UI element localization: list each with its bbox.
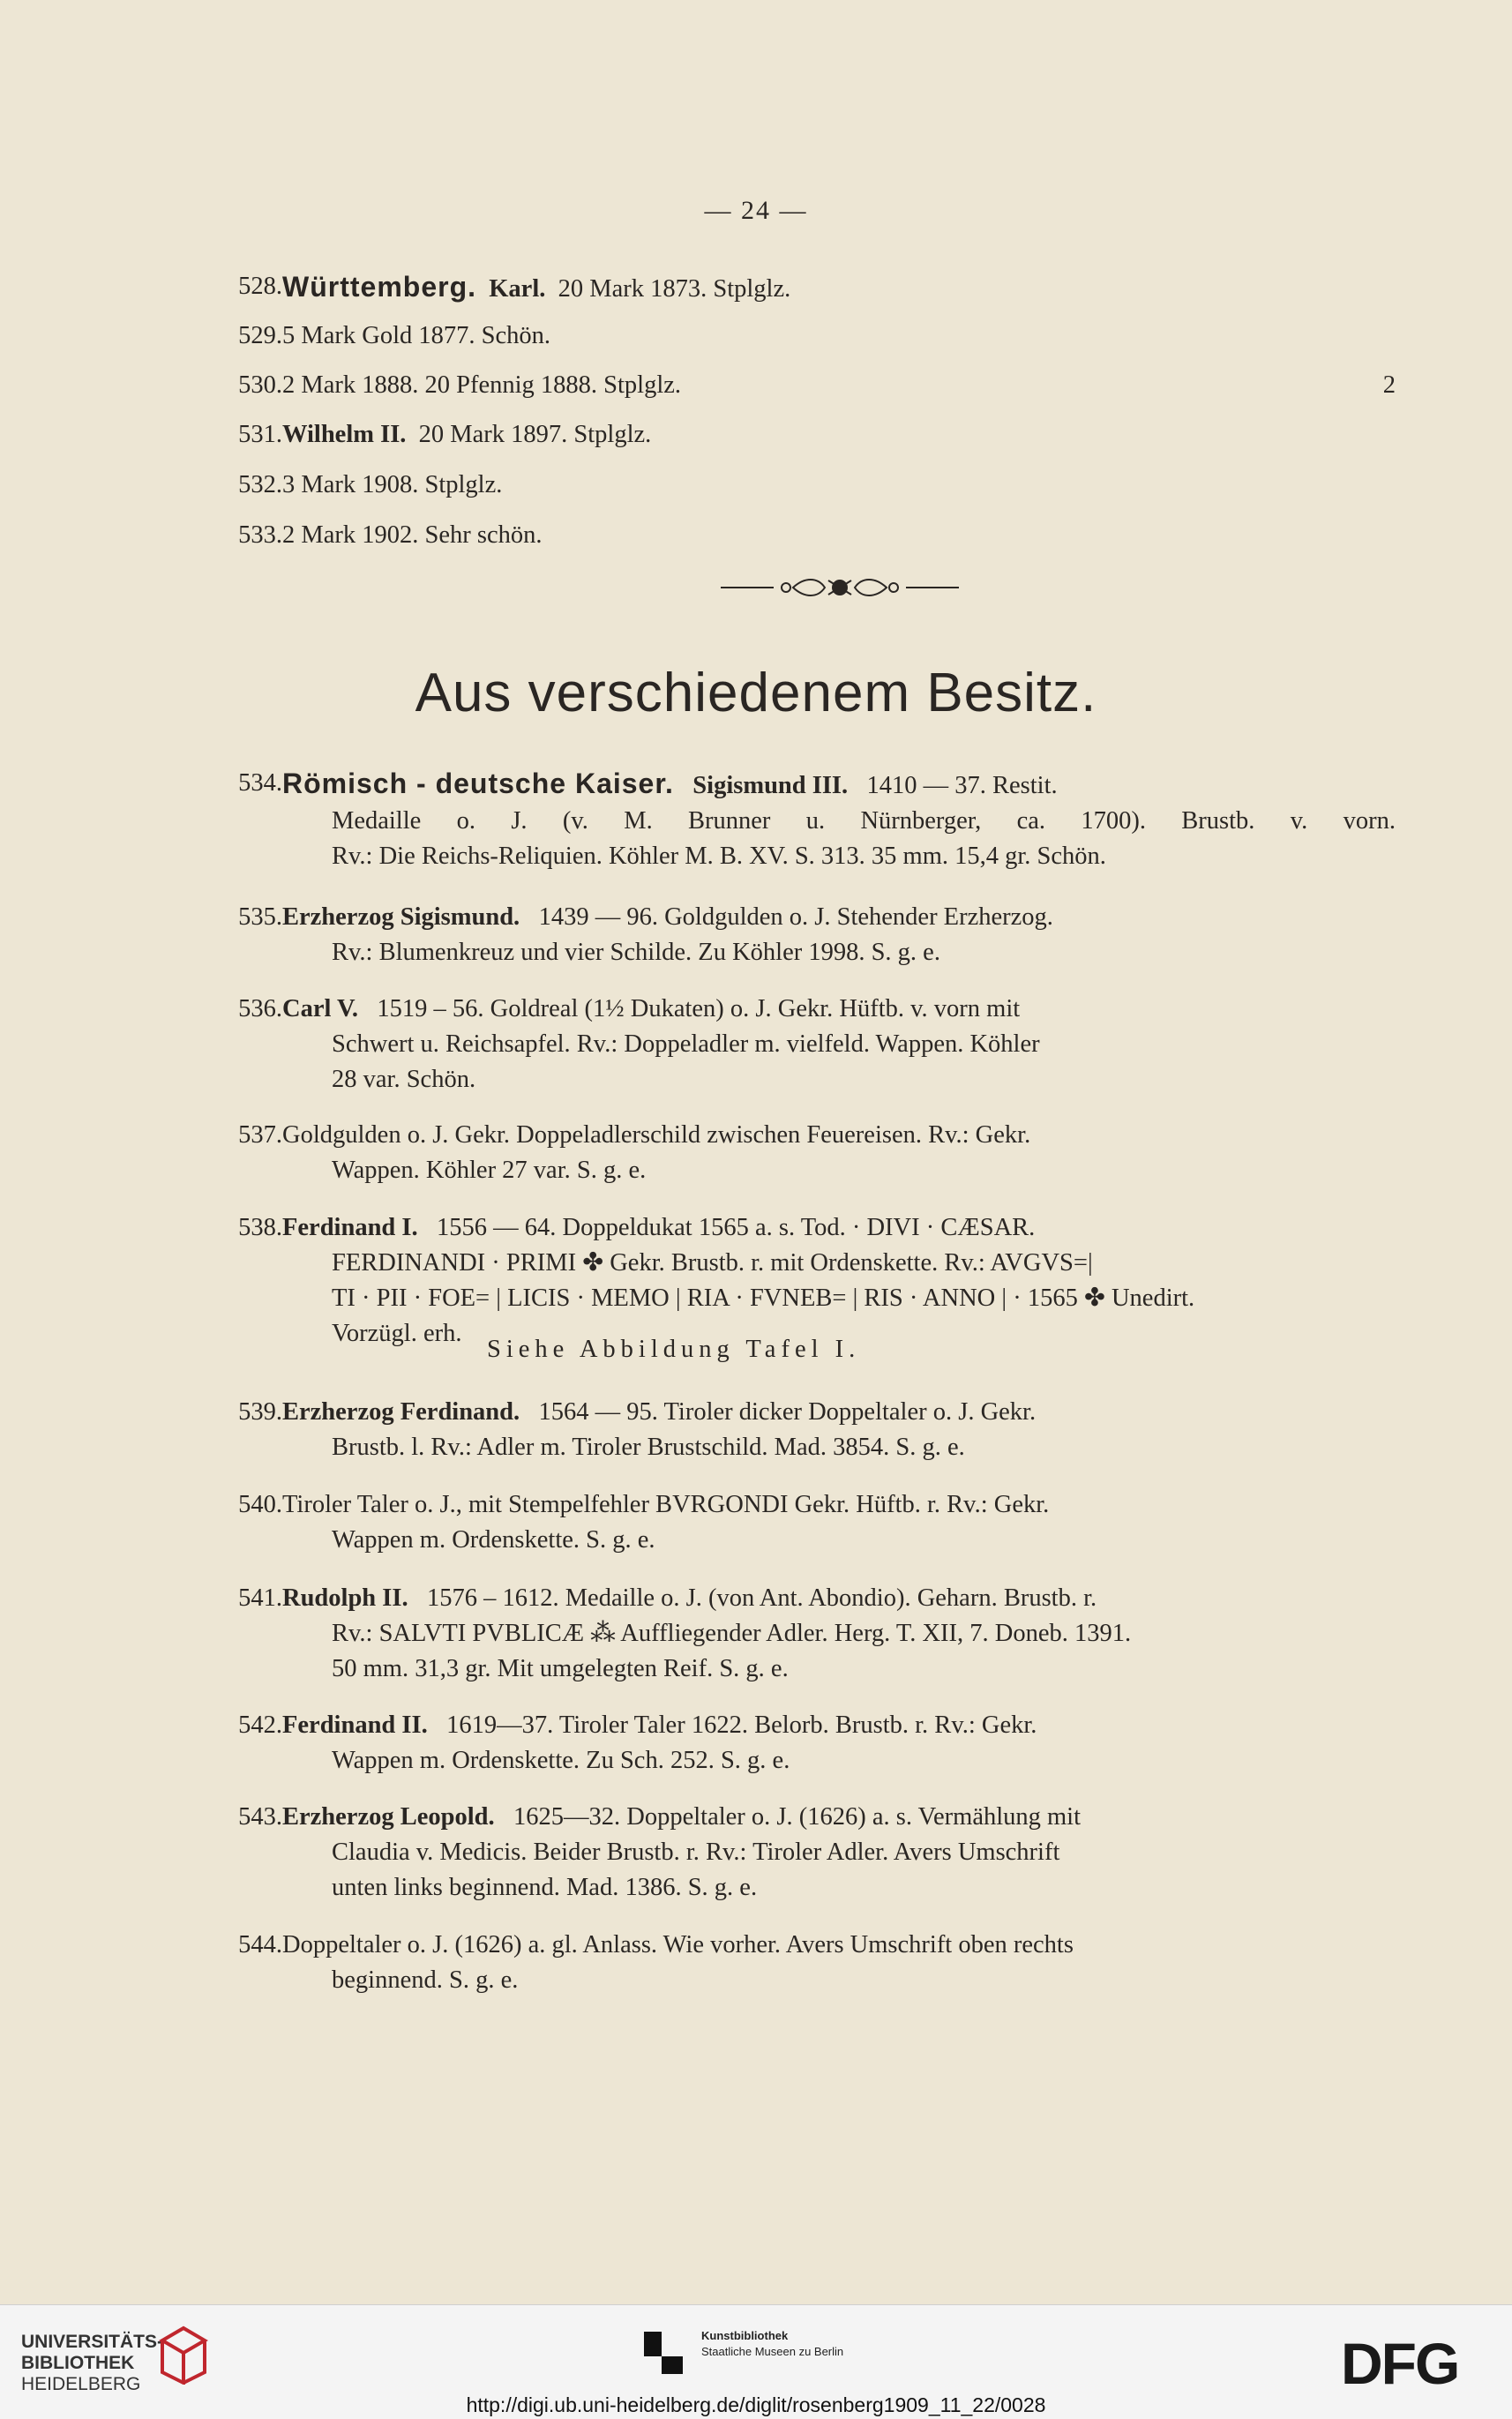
entry-542 <box>238 1708 1396 1779</box>
section-heading: Aus verschiedenem Besitz. <box>415 663 1097 723</box>
entry-name: Württemberg. <box>282 271 476 303</box>
entry-name: Wilhelm II. <box>282 421 407 448</box>
entry-number: 531. <box>238 421 282 448</box>
entry-line: Doppeltaler o. J. (1626) a. gl. Anlass. Wie vorher. Avers Umschrift oben rechts <box>282 1931 1074 1958</box>
ub-heidelberg-logo-icon[interactable] <box>157 2323 210 2385</box>
kb-line2: Staatliche Museen zu Berlin <box>701 2345 844 2358</box>
entry-number: 529. <box>238 322 282 349</box>
entry-name: Erzherzog Ferdinand. <box>282 1398 520 1426</box>
price-mark: 2 <box>1382 371 1396 399</box>
entry-540 <box>238 1487 1396 1558</box>
entry-number: 528. <box>238 273 282 300</box>
entry-subname: Karl. <box>489 275 546 303</box>
entry-name: Erzherzog Sigismund. <box>282 903 520 931</box>
page-number: — 24 — <box>704 196 808 225</box>
entry-number: 539. <box>238 1398 282 1426</box>
dfg-logo[interactable]: DFG <box>1341 2331 1459 2396</box>
entry-number: 543. <box>238 1803 282 1831</box>
ub-line1: UNIVERSITÄTS- <box>21 2332 164 2352</box>
entry-536 <box>238 992 1396 1097</box>
entry-531 <box>238 417 1396 453</box>
entry-line: Medaille o. J. (v. M. Brunner u. Nürnberger, ca. 1700). Brustb. v. vorn. <box>332 807 1396 835</box>
entry-line: unten links beginnend. Mad. 1386. S. g. e. <box>332 1874 758 1901</box>
entry-line: Claudia v. Medicis. Beider Brustb. r. Rv.: Tiroler Adler. Avers Umschrift <box>332 1839 1060 1866</box>
entry-528 <box>238 269 1396 307</box>
entry-line: 28 var. Schön. <box>332 1066 476 1093</box>
entry-543 <box>238 1800 1396 1906</box>
entry-name: Rudolph II. <box>282 1584 408 1612</box>
entry-number: 540. <box>238 1491 282 1518</box>
entry-name: Erzherzog Leopold. <box>282 1803 495 1831</box>
entry-line: Wappen m. Ordenskette. S. g. e. <box>332 1526 655 1554</box>
entry-line: Tiroler Taler o. J., mit Stempelfehler BVRGONDI Gekr. Hüftb. r. Rv.: Gekr. <box>282 1491 1050 1518</box>
entry-number: 544. <box>238 1931 282 1958</box>
entry-name: Carl V. <box>282 995 359 1022</box>
entry-text: 1625—32. Doppeltaler o. J. (1626) a. s. Vermählung mit <box>513 1803 1082 1831</box>
entry-529 <box>238 318 1396 354</box>
entry-line: Rv.: Blumenkreuz und vier Schilde. Zu Köhler 1998. S. g. e. <box>332 939 940 966</box>
entry-535 <box>238 900 1396 970</box>
entry-subname: Sigismund III. <box>692 772 849 799</box>
entry-533 <box>238 518 1396 553</box>
entry-534 <box>238 766 1396 874</box>
entry-line: FERDINANDI · PRIMI ✤ Gekr. Brustb. r. mit Ordenskette. Rv.: AVGVS=| <box>332 1249 1093 1277</box>
entry-text: 1519 – 56. Goldreal (1½ Dukaten) o. J. Gekr. Hüftb. v. vorn mit <box>377 995 1021 1022</box>
entry-541 <box>238 1581 1396 1687</box>
entry-text: 5 Mark Gold 1877. Schön. <box>282 322 550 349</box>
entry-text: 3 Mark 1908. Stplglz. <box>282 471 503 498</box>
entry-text: 2 Mark 1902. Sehr schön. <box>282 521 543 549</box>
entry-line: Wappen. Köhler 27 var. S. g. e. <box>332 1157 647 1184</box>
entry-number: 535. <box>238 903 282 931</box>
entry-number: 530. <box>238 371 282 399</box>
entry-line: Schwert u. Reichsapfel. Rv.: Doppeladler m. vielfeld. Wappen. Köhler <box>332 1030 1040 1058</box>
entry-line: TI · PII · FOE= | LICIS · MEMO | RIA · FVNEB= | RIS · ANNO | · 1565 ✤ Unedirt. <box>332 1284 1195 1312</box>
entry-name: Ferdinand I. <box>282 1214 418 1241</box>
entry-532 <box>238 468 1396 503</box>
entry-text: 2 Mark 1888. 20 Pfennig 1888. Stplglz. <box>282 371 682 399</box>
entry-text: 20 Mark 1897. Stplglz. <box>418 421 652 448</box>
viewer-footer <box>0 2304 1512 2419</box>
entry-number: 542. <box>238 1711 282 1739</box>
entry-number: 536. <box>238 995 282 1022</box>
page-url[interactable]: http://digi.ub.uni-heidelberg.de/diglit/rosenberg1909_11_22/0028 <box>466 2393 1046 2416</box>
entry-line: Goldgulden o. J. Gekr. Doppeladlerschild zwischen Feuereisen. Rv.: Gekr. <box>282 1121 1031 1149</box>
entry-number: 541. <box>238 1584 282 1612</box>
entry-text: 1564 — 95. Tiroler dicker Doppeltaler o. J. Gekr. <box>538 1398 1037 1426</box>
entry-number: 534. <box>238 769 282 797</box>
entry-number: 533. <box>238 521 282 549</box>
entry-line: beginnend. S. g. e. <box>332 1966 519 1994</box>
ub-line2: BIBLIOTHEK <box>21 2353 135 2373</box>
kunstbibliothek-logo-icon[interactable] <box>644 2332 686 2376</box>
entry-text: 20 Mark 1873. Stplglz. <box>558 275 791 303</box>
entry-line: Vorzügl. erh. <box>332 1320 462 1347</box>
entry-line: Wappen m. Ordenskette. Zu Sch. 252. S. g. e. <box>332 1747 790 1774</box>
kunstbibliothek-text <box>701 2328 843 2360</box>
entry-text: 1439 — 96. Goldgulden o. J. Stehender Erzherzog. <box>538 903 1053 931</box>
entry-530 <box>238 368 1396 403</box>
ub-line3: HEIDELBERG <box>21 2374 141 2394</box>
entry-line: 50 mm. 31,3 gr. Mit umgelegten Reif. S. g. e. <box>332 1655 789 1682</box>
entry-line: Brustb. l. Rv.: Adler m. Tiroler Brustschild. Mad. 3854. S. g. e. <box>332 1434 965 1461</box>
entry-539 <box>238 1395 1396 1465</box>
entry-544 <box>238 1928 1396 1998</box>
entry-name: Ferdinand II. <box>282 1711 428 1739</box>
entry-number: 537. <box>238 1121 282 1149</box>
entry-number: 538. <box>238 1214 282 1241</box>
kb-line1: Kunstbibliothek <box>701 2329 789 2342</box>
entry-text: 1410 — 37. Restit. <box>866 772 1058 799</box>
entry-538 <box>238 1210 1396 1363</box>
plate-reference: Siehe Abbildung Tafel I. <box>486 1336 861 1363</box>
entry-number: 532. <box>238 471 282 498</box>
entry-line: Rv.: Die Reichs-Reliquien. Köhler M. B. XV. S. 313. 35 mm. 15,4 gr. Schön. <box>332 843 1106 870</box>
entry-text: 1619—37. Tiroler Taler 1622. Belorb. Brustb. r. Rv.: Gekr. <box>446 1711 1037 1739</box>
ub-heidelberg-logo-text[interactable] <box>21 2332 163 2395</box>
entry-name: Römisch - deutsche Kaiser. <box>282 768 674 799</box>
entry-text: 1556 — 64. Doppeldukat 1565 a. s. Tod. · DIVI · CÆSAR. <box>437 1214 1036 1241</box>
entry-text: 1576 – 1612. Medaille o. J. (von Ant. Abondio). Geharn. Brustb. r. <box>426 1584 1097 1612</box>
ornament-divider-icon <box>721 573 959 602</box>
entry-537 <box>238 1118 1396 1188</box>
entry-line: Rv.: SALVTI PVBLICÆ ⁂ Auffliegender Adler. Herg. T. XII, 7. Doneb. 1391. <box>332 1620 1132 1647</box>
